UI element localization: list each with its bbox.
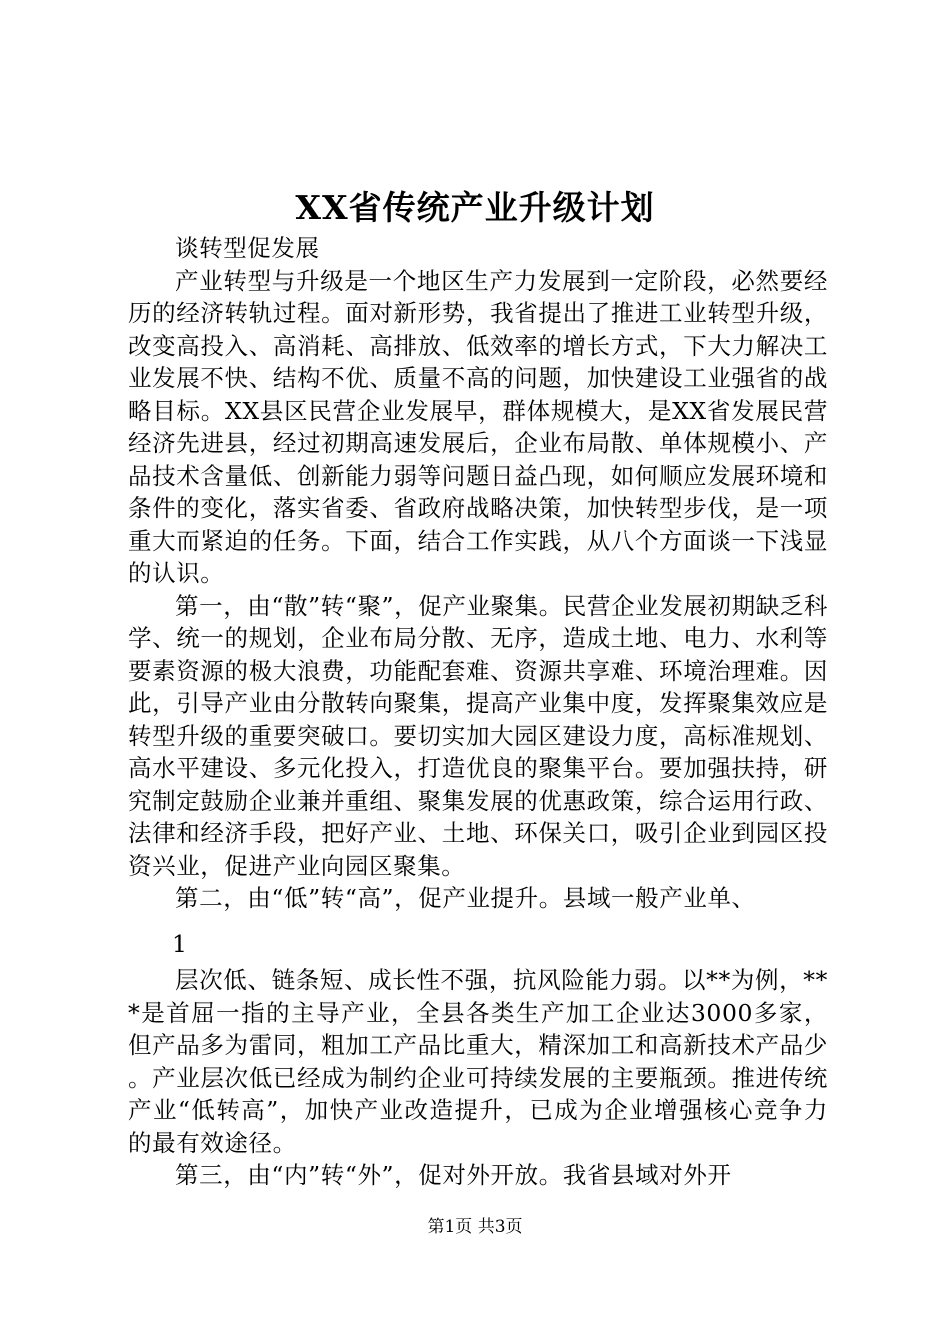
paragraph-first-point: 第一，由“散”转“聚”，促产业聚集。民营企业发展初期缺乏科学、统一的规划，企业布局分散、无序，造成土地、电力、水利等要素资源的极大浪费，功能配套难、资源共享难、环境治理难。因此，引导产业由分散转向聚集，提高产业集中度，发挥聚集效应是转型升级的重要突破口。要切实加大园区建设力度，高标准规划、高水平建设、多元化投入，打造优良的聚集平台。要加强扶持，研究制定鼓励企业兼并重组、聚集发展的优惠政策，综合运用行政、法律和经济手段，把好产业、土地、环保关口，吸引企业到园区投资兴业，促进产业向园区聚集。 <box>128 591 828 880</box>
document-title: XX省传统产业升级计划 <box>295 188 655 227</box>
paragraph-third-point-start: 第三，由“内”转“外”，促对外开放。我省县域对外开 <box>175 1161 732 1189</box>
body-text-block-2 <box>128 964 828 1192</box>
page-number-marker: 1 <box>172 930 187 958</box>
body-text-block-1 <box>128 232 828 915</box>
page-footer: 第1页 共3页 <box>427 1217 523 1237</box>
paragraph-second-point-cont: 层次低、链条短、成长性不强，抗风险能力弱。以**为例，***是首屈一指的主导产业，全县各类生产加工企业达3000多家，但产品多为雷同，粗加工产品比重大，精深加工和高新技术产品少。产业层次低已经成为制约企业可持续发展的主要瓶颈。推进传统产业“低转高”，加快产业改造提升，已成为企业增强核心竞争力的最有效途径。 <box>128 966 828 1157</box>
section-heading: 谈转型促发展 <box>175 234 320 262</box>
paragraph-intro: 产业转型与升级是一个地区生产力发展到一定阶段，必然要经历的经济转轨过程。面对新形势，我省提出了推进工业转型升级，改变高投入、高消耗、高排放、低效率的增长方式，下大力解决工业发展不快、结构不优、质量不高的问题，加快建设工业强省的战略目标。XX县区民营企业发展早，群体规模大，是XX省发展民营经济先进县，经过初期高速发展后，企业布局散、单体规模小、产品技术含量低、创新能力弱等问题日益凸现，如何顺应发展环境和条件的变化，落实省委、省政府战略决策，加快转型步伐，是一项重大而紧迫的任务。下面，结合工作实践，从八个方面谈一下浅显的认识。 <box>128 266 828 587</box>
paragraph-second-point-start: 第二，由“低”转“高”，促产业提升。县域一般产业单、 <box>175 884 756 912</box>
